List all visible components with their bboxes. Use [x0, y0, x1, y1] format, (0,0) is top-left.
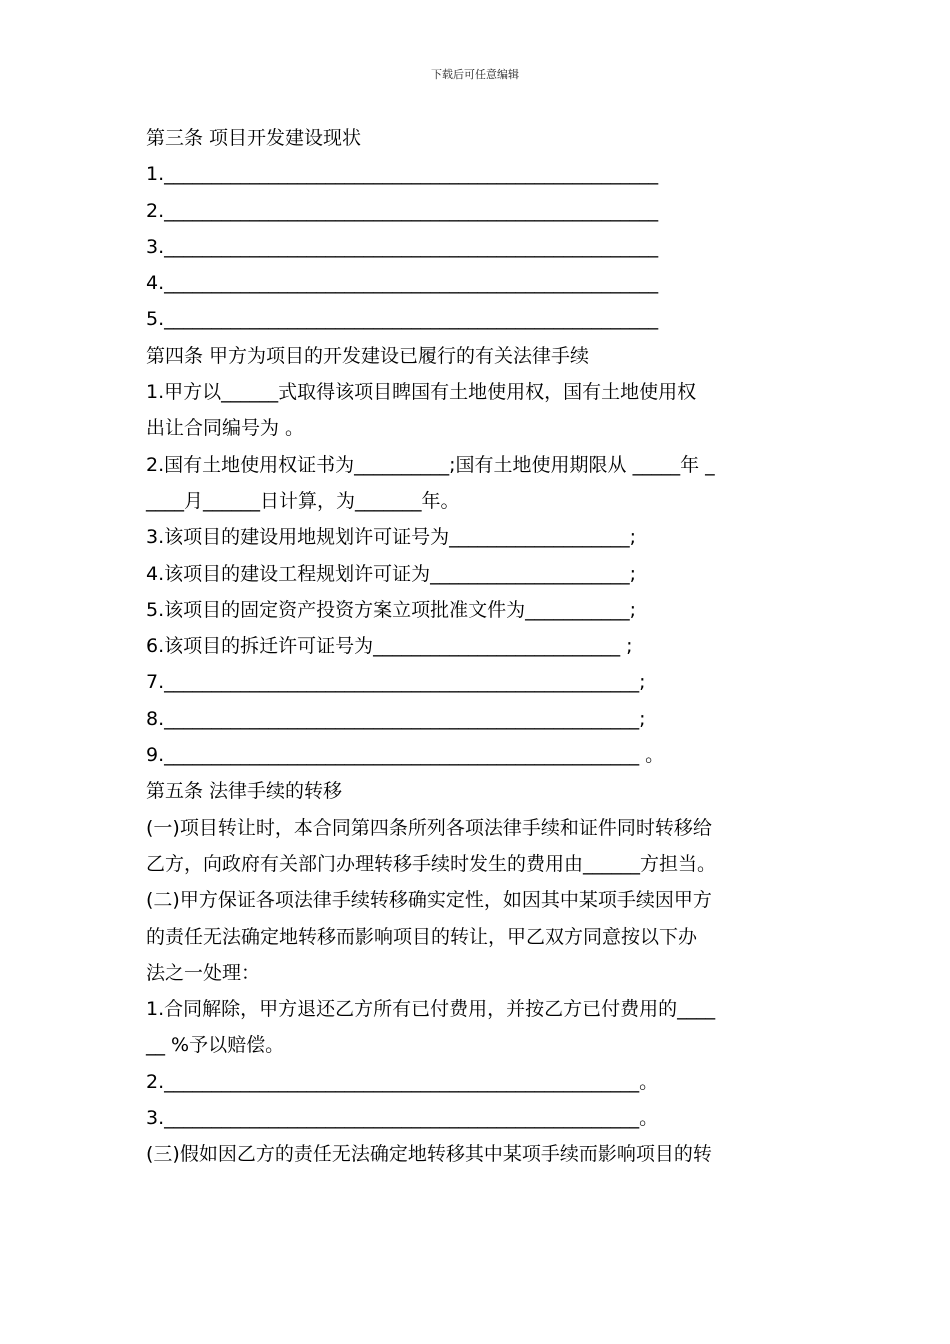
article-3-item-3: 3.____________________________________________________ — [146, 235, 659, 258]
article-5-clause-2-cont-2: 法之一处理： — [146, 961, 261, 984]
article-4-heading: 第四条 甲方为项目的开发建设已履行的有关法律手续 — [146, 344, 590, 367]
document-body — [146, 120, 818, 1173]
article-5-clause-1-cont: 乙方，向政府有关部门办理转移手续时发生的费用由______方担当。 — [146, 852, 717, 875]
article-4-item-4: 4.该项目的建设工程规划许可证为_____________________; — [146, 562, 637, 585]
article-4-item-5: 5.该项目的固定资产投资方案立项批准文件为___________; — [146, 598, 637, 621]
article-5-heading: 第五条 法律手续的转移 — [146, 780, 343, 803]
article-3-item-2: 2.____________________________________________________ — [146, 199, 659, 222]
article-5-option-1: 1.合同解除，甲方退还乙方所有已付费用，并按乙方已付费用的____ — [146, 998, 716, 1021]
page-header: 下载后可任意编辑 — [431, 68, 519, 81]
article-5-clause-1: (一)项目转让时，本合同第四条所列各项法律手续和证件同时转移给 — [146, 816, 712, 839]
article-5-clause-2-cont-1: 的责任无法确定地转移而影响项目的转让，甲乙双方同意按以下办 — [146, 925, 698, 948]
article-4-item-1: 1.甲方以______式取得该项目睥国有土地使用权，国有土地使用权 — [146, 381, 697, 404]
article-4-item-7: 7.__________________________________________________; — [146, 671, 646, 694]
article-4-item-8: 8.__________________________________________________; — [146, 707, 646, 730]
article-4-item-1-cont: 出让合同编号为 。 — [146, 417, 305, 440]
article-5-clause-2: (二)甲方保证各项法律手续转移确实定性，如因其中某项手续因甲方 — [146, 889, 712, 912]
article-5-option-3: 3.__________________________________________________。 — [146, 1107, 659, 1130]
article-3-item-4: 4.____________________________________________________ — [146, 272, 659, 295]
article-5-option-2: 2.__________________________________________________。 — [146, 1070, 659, 1093]
article-5-clause-3: (三)假如因乙方的责任无法确定地转移其中某项手续而影响项目的转 — [146, 1143, 712, 1166]
article-3-item-5: 5.____________________________________________________ — [146, 308, 659, 331]
article-4-item-6: 6.该项目的拆迁许可证号为__________________________ ; — [146, 635, 633, 658]
article-4-item-9: 9.__________________________________________________ 。 — [146, 744, 665, 767]
article-4-item-2: 2.国有土地使用权证书为__________;国有土地使用期限从 _____年 _ — [146, 453, 715, 476]
article-4-item-3: 3.该项目的建设用地规划许可证号为___________________; — [146, 526, 637, 549]
article-4-item-2-cont: ____月______日计算，为_______年。 — [146, 489, 460, 512]
article-5-option-1-cont: __ %予以赔偿。 — [146, 1034, 285, 1057]
article-3-heading: 第三条 项目开发建设现状 — [146, 127, 362, 149]
article-3-item-1: 1.____________________________________________________ — [146, 163, 659, 186]
